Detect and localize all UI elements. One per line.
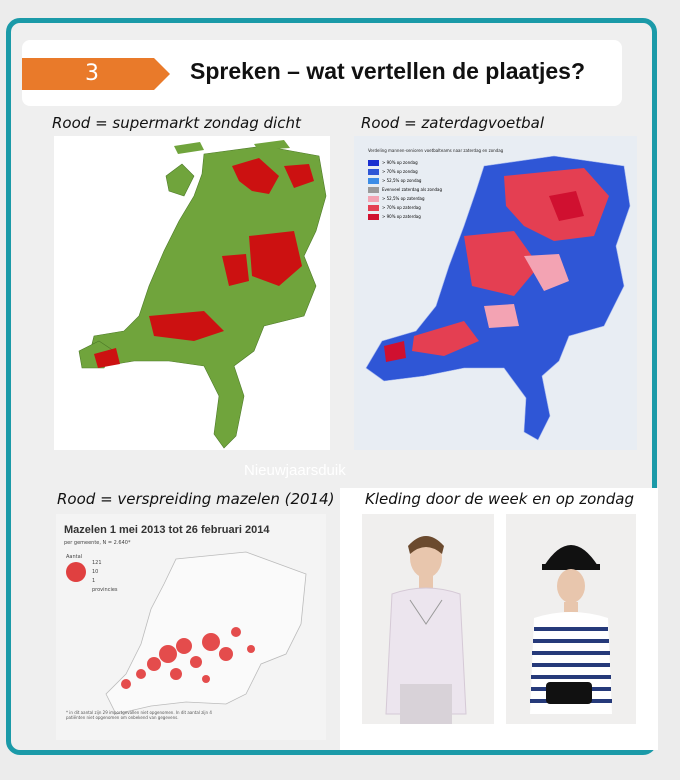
legend-swatch [368, 160, 379, 166]
legend-label: > 90% op zaterdag [382, 214, 421, 219]
legend-label: > 52,5% op zaterdag [382, 196, 425, 201]
caption-clothing: Kleding door de week en op zondag [365, 490, 634, 508]
legend-label: > 70% op zaterdag [382, 205, 421, 210]
measles-chart-title: Mazelen 1 mei 2013 tot 26 februari 2014 [64, 524, 270, 536]
measles-legend-line: provincies [92, 587, 118, 593]
caption-supermarket: Rood = supermarkt zondag dicht [52, 114, 301, 132]
slide-number-badge [22, 58, 172, 90]
measles-legend-value: 121 [92, 560, 102, 566]
measles-legend-value: 10 [92, 569, 99, 575]
legend-swatch [368, 169, 379, 175]
map-saturday-football [354, 136, 637, 450]
map-supermarket-closed [54, 136, 330, 450]
slide-title: Spreken – wat vertellen de plaatjes? [190, 58, 585, 84]
measles-footnote: * in dit aantal zijn 29 importgevallen niet opgenomen. In dit aantal zijn 4 patiënten niet opgenomen om onbekend van gegevens. [66, 710, 212, 720]
map-measles [56, 514, 326, 740]
legend-swatch [368, 205, 379, 211]
legend-swatch [368, 196, 379, 202]
legend-label: > 52,5% op zondag [382, 178, 422, 183]
football-legend [368, 158, 442, 221]
legend-swatch [368, 178, 379, 184]
caption-measles: Rood = verspreiding mazelen (2014) [57, 490, 335, 508]
legend-label: Evenveel zaterdag als zondag [382, 187, 443, 192]
photo-sunday-clothing [506, 514, 636, 724]
legend-label: > 90% op zondag [382, 160, 418, 165]
legend-swatch [368, 187, 379, 193]
measles-legend-label: Aantal [66, 554, 83, 560]
football-legend-title: Verdeling mannen-senioren voetbalteams naar zaterdag en zondag [368, 148, 504, 153]
legend-label: > 70% op zondag [382, 169, 418, 174]
watermark-text: Nieuwjaarsduik [244, 462, 346, 479]
slide-number: 3 [85, 61, 99, 86]
photo-weekday-clothing [362, 514, 494, 724]
measles-legend-value: 1 [92, 578, 96, 584]
measles-chart-subtitle: per gemeente, N = 2.640* [64, 540, 131, 546]
legend-swatch [368, 214, 379, 220]
caption-saturday-football: Rood = zaterdagvoetbal [361, 114, 545, 132]
